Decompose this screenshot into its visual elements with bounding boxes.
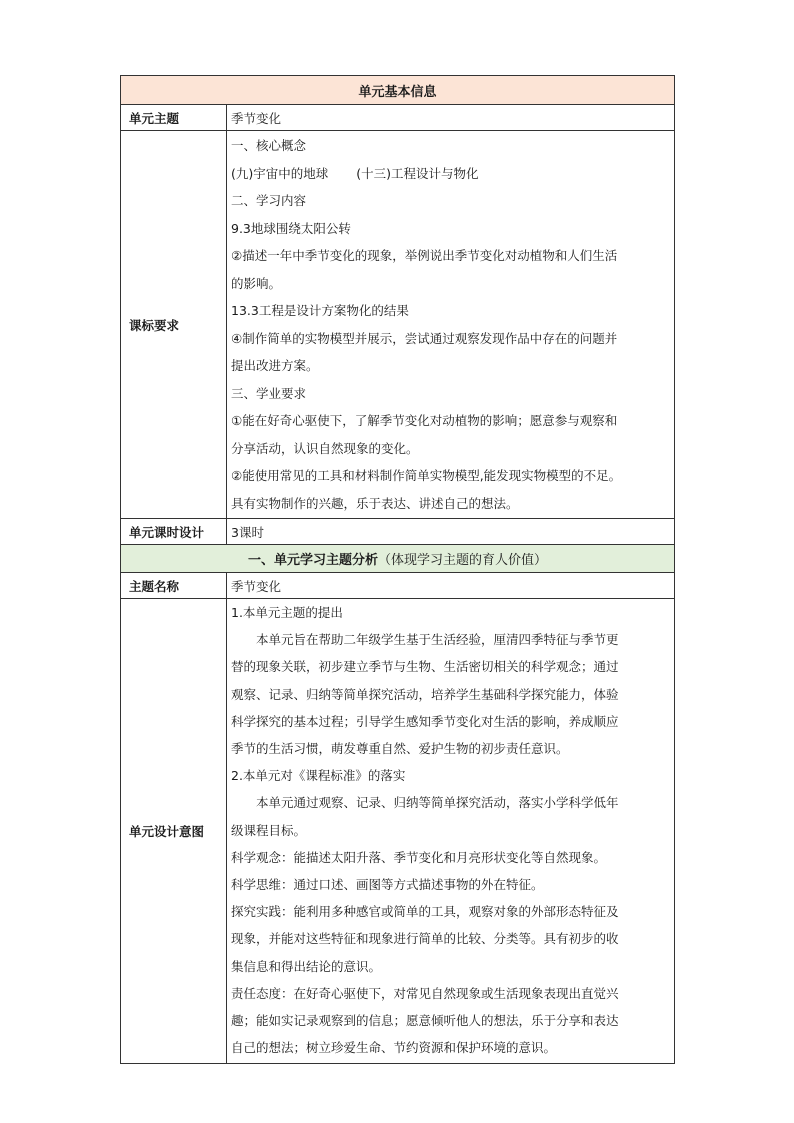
standards-line: 三、学业要求 (231, 385, 307, 401)
intent-line: 季节的生活习惯，萌发尊重自然、爱护生物的初步责任意识。 (231, 741, 569, 757)
standards-line: ②能使用常见的工具和材料制作简单实物模型,能发现实物模型的不足。 (231, 468, 622, 483)
standards-line: 具有实物制作的兴趣，乐于表达、讲述自己的想法。 (231, 495, 519, 511)
intent-line: 1.本单元主题的提出 (231, 605, 343, 620)
intent-line: 责任态度：在好奇心驱使下，对常见自然现象或生活现象表现出直觉兴 (231, 985, 619, 1001)
intent-line: 自己的想法；树立珍爱生命、节约资源和保护环境的意识。 (231, 1040, 557, 1056)
intent-line: 本单元旨在帮助二年级学生基于生活经验，厘清四季特征与季节更 (256, 632, 619, 648)
intent-line: 科学探究的基本过程；引导学生感知季节变化对生活的影响，养成顺应 (231, 713, 619, 729)
unit-theme-label: 单元主题 (121, 105, 227, 131)
intent-line: 替的现象关联，初步建立季节与生物、生活密切相关的科学观念；通过 (231, 659, 619, 675)
standards-line: ②描述一年中季节变化的现象，举例说出季节变化对动植物和人们生活 (231, 248, 618, 263)
intent-line: 趣；能如实记录观察到的信息；愿意倾听他人的想法，乐于分享和表达 (231, 1013, 619, 1029)
intent-line: 观察、记录、归纳等简单探究活动，培养学生基础科学探究能力，体验 (231, 686, 619, 702)
intent-label: 单元设计意图 (121, 599, 227, 1064)
unit-theme-value: 季节变化 (227, 105, 675, 131)
intent-content (227, 599, 675, 1064)
intent-line: 本单元通过观察、记录、归纳等简单探究活动，落实小学科学低年 (256, 795, 619, 811)
unit-info-table (120, 75, 675, 1064)
standards-line: (九)宇宙中的地球 (十三)工程设计与物化 (231, 165, 479, 181)
standards-line: 一、核心概念 (231, 138, 307, 153)
intent-line: 集信息和得出结论的意识。 (231, 958, 382, 974)
section-heading-bold: 一、单元学习主题分析 (247, 553, 378, 568)
standards-line: 的影响。 (231, 275, 282, 291)
intent-line: 现象，并能对这些特征和现象进行简单的比较、分类等。具有初步的收 (231, 931, 619, 947)
section-heading (121, 545, 675, 573)
hours-label: 单元课时设计 (121, 519, 227, 545)
standards-line: 二、学习内容 (231, 193, 307, 208)
standards-line: ④制作简单的实物模型并展示，尝试通过观察发现作品中存在的问题并 (231, 330, 618, 346)
standards-label: 课标要求 (121, 131, 227, 519)
theme-name-label: 主题名称 (121, 573, 227, 599)
intent-line: 科学观念：能描述太阳升落、季节变化和月亮形状变化等自然现象。 (231, 849, 607, 865)
document-page (120, 75, 674, 1064)
intent-line: 级课程目标。 (231, 822, 307, 838)
theme-name-value: 季节变化 (227, 573, 675, 599)
intent-line: 2.本单元对《课程标准》的落实 (231, 768, 406, 784)
intent-line: 科学思维：通过口述、画图等方式描述事物的外在特征。 (231, 877, 544, 893)
standards-content (227, 131, 675, 519)
intent-line: 探究实践：能利用多种感官或简单的工具，观察对象的外部形态特征及 (231, 904, 619, 920)
hours-value: 3课时 (227, 519, 675, 545)
standards-line: 分享活动，认识自然现象的变化。 (231, 440, 419, 456)
table-title: 单元基本信息 (121, 76, 675, 105)
standards-line: 13.3工程是设计方案物化的结果 (231, 303, 409, 318)
standards-line: 9.3地球围绕太阳公转 (231, 220, 351, 236)
section-heading-note: （体现学习主题的育人价值） (378, 553, 548, 568)
standards-line: 提出改进方案。 (231, 358, 319, 373)
standards-line: ①能在好奇心驱使下，了解季节变化对动植物的影响；愿意参与观察和 (231, 413, 618, 428)
